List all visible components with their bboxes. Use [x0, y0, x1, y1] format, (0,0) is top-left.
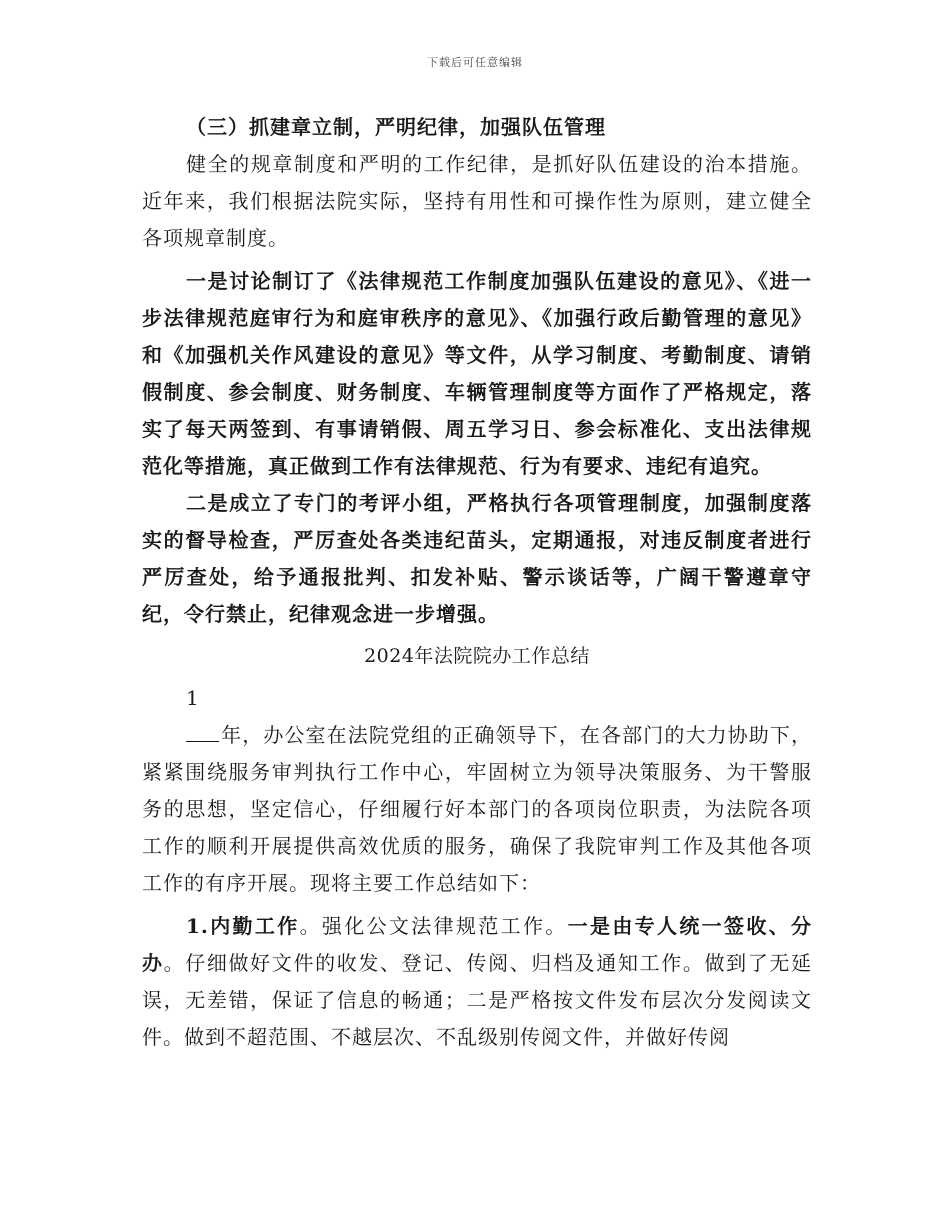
paragraph-rules-intro: 健全的规章制度和严明的工作纪律，是抓好队伍建设的治本措施。近年来，我们根据法院实际，坚持有用性和可操作性为原则，建立健全各项规章制度。 [142, 152, 812, 250]
document-body [142, 109, 812, 1056]
item-one-bold: 一是由专人统一签收、分办 [142, 914, 813, 975]
paragraph-summary-intro [142, 717, 812, 902]
document-title: 2024年法院院办工作总结 [364, 645, 590, 667]
paragraph-point-two: 二是成立了专门的考评小组，严格执行各项管理制度，加强制度落实的督导检查，严厉查处各类违纪苗头，定期通报，对违反制度者进行严厉查处，给予通报批判、扣发补贴、警示谈话等，广阔干警遵章守纪，令行禁止，纪律观念进一步增强。 [142, 491, 812, 626]
paragraph-item-one [142, 908, 812, 1056]
item-one-mid: 。强化公文法律规范工作。 [299, 914, 568, 938]
page-header-note: 下载后可任意编辑 [427, 56, 523, 69]
paragraph-point-one: 一是讨论制订了《法律规范工作制度加强队伍建设的意见》、《进一步法律规范庭审行为和庭审秩序的意见》、《加强行政后勤管理的意见》和《加强机关作风建设的意见》等文件，从学习制度、考勤制度、请销假制度、参会制度、财务制度、车辆管理制度等方面作了严格规定，落实了每天两签到、有事请销假、周五学习日、参会标准化、支出法律规范化等措施，真正做到工作有法律规范、行为有要求、违纪有追究。 [142, 269, 812, 478]
section-number: 1 [186, 686, 199, 710]
year-blank [186, 721, 219, 742]
section-heading: （三）抓建章立制，严明纪律，加强队伍管理 [186, 115, 606, 139]
summary-intro-text: 年，办公室在法院党组的正确领导下，在各部门的大力协助下，紧紧围绕服务审判执行工作中心，牢固树立为领导决策服务、为干警服务的思想，坚定信心，仔细履行好本部门的各项岗位职责，为法院各项工作的顺利开展提供高效优质的服务，确保了我院审判工作及其他各项工作的有序开展。现将主要工作总结如下： [142, 723, 812, 895]
item-one-rest: 。仔细做好文件的收发、登记、传阅、归档及通知工作。做到了无延误，无差错，保证了信息的畅通；二是严格按文件发布层次分发阅读文件。做到不超范围、不越层次、不乱级别传阅文件，并做好传阅 [142, 951, 813, 1049]
item-one-lead: 1.内勤工作 [186, 914, 300, 938]
